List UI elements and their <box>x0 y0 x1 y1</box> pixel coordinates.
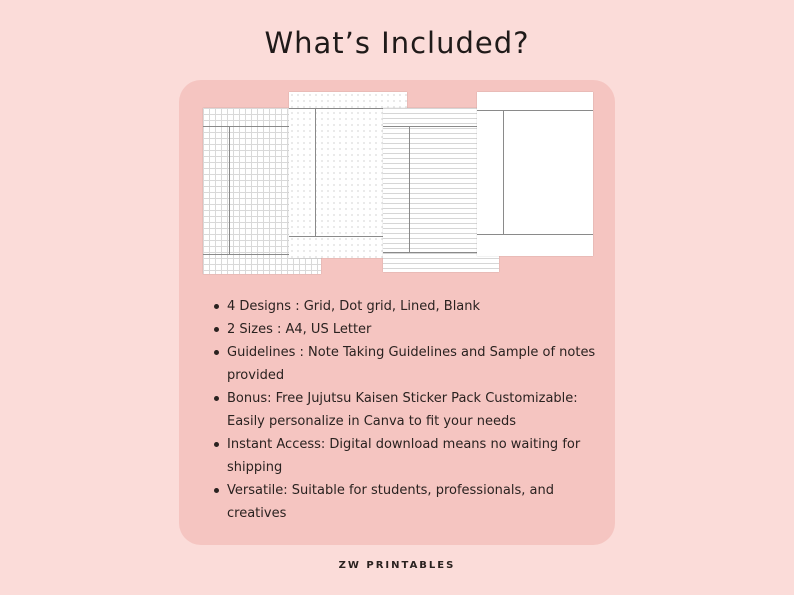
feature-guidelines: Guidelines : Note Taking Guidelines and Sample of notes provided <box>211 341 611 387</box>
blank-page-preview <box>477 92 593 256</box>
feature-list <box>211 295 611 525</box>
feature-versatile: Versatile: Suitable for students, professionals, and creatives <box>211 479 611 525</box>
feature-instant-access: Instant Access: Digital download means no waiting for shipping <box>211 433 611 479</box>
feature-bonus: Bonus: Free Jujutsu Kaisen Sticker Pack Customizable: Easily personalize in Canva to fit your needs <box>211 387 611 433</box>
feature-sizes: 2 Sizes : A4, US Letter <box>211 318 611 341</box>
page-title: What’s Included? <box>264 26 530 60</box>
feature-designs: 4 Designs : Grid, Dot grid, Lined, Blank <box>211 295 611 318</box>
brand-footer: ZW PRINTABLES <box>338 560 456 571</box>
